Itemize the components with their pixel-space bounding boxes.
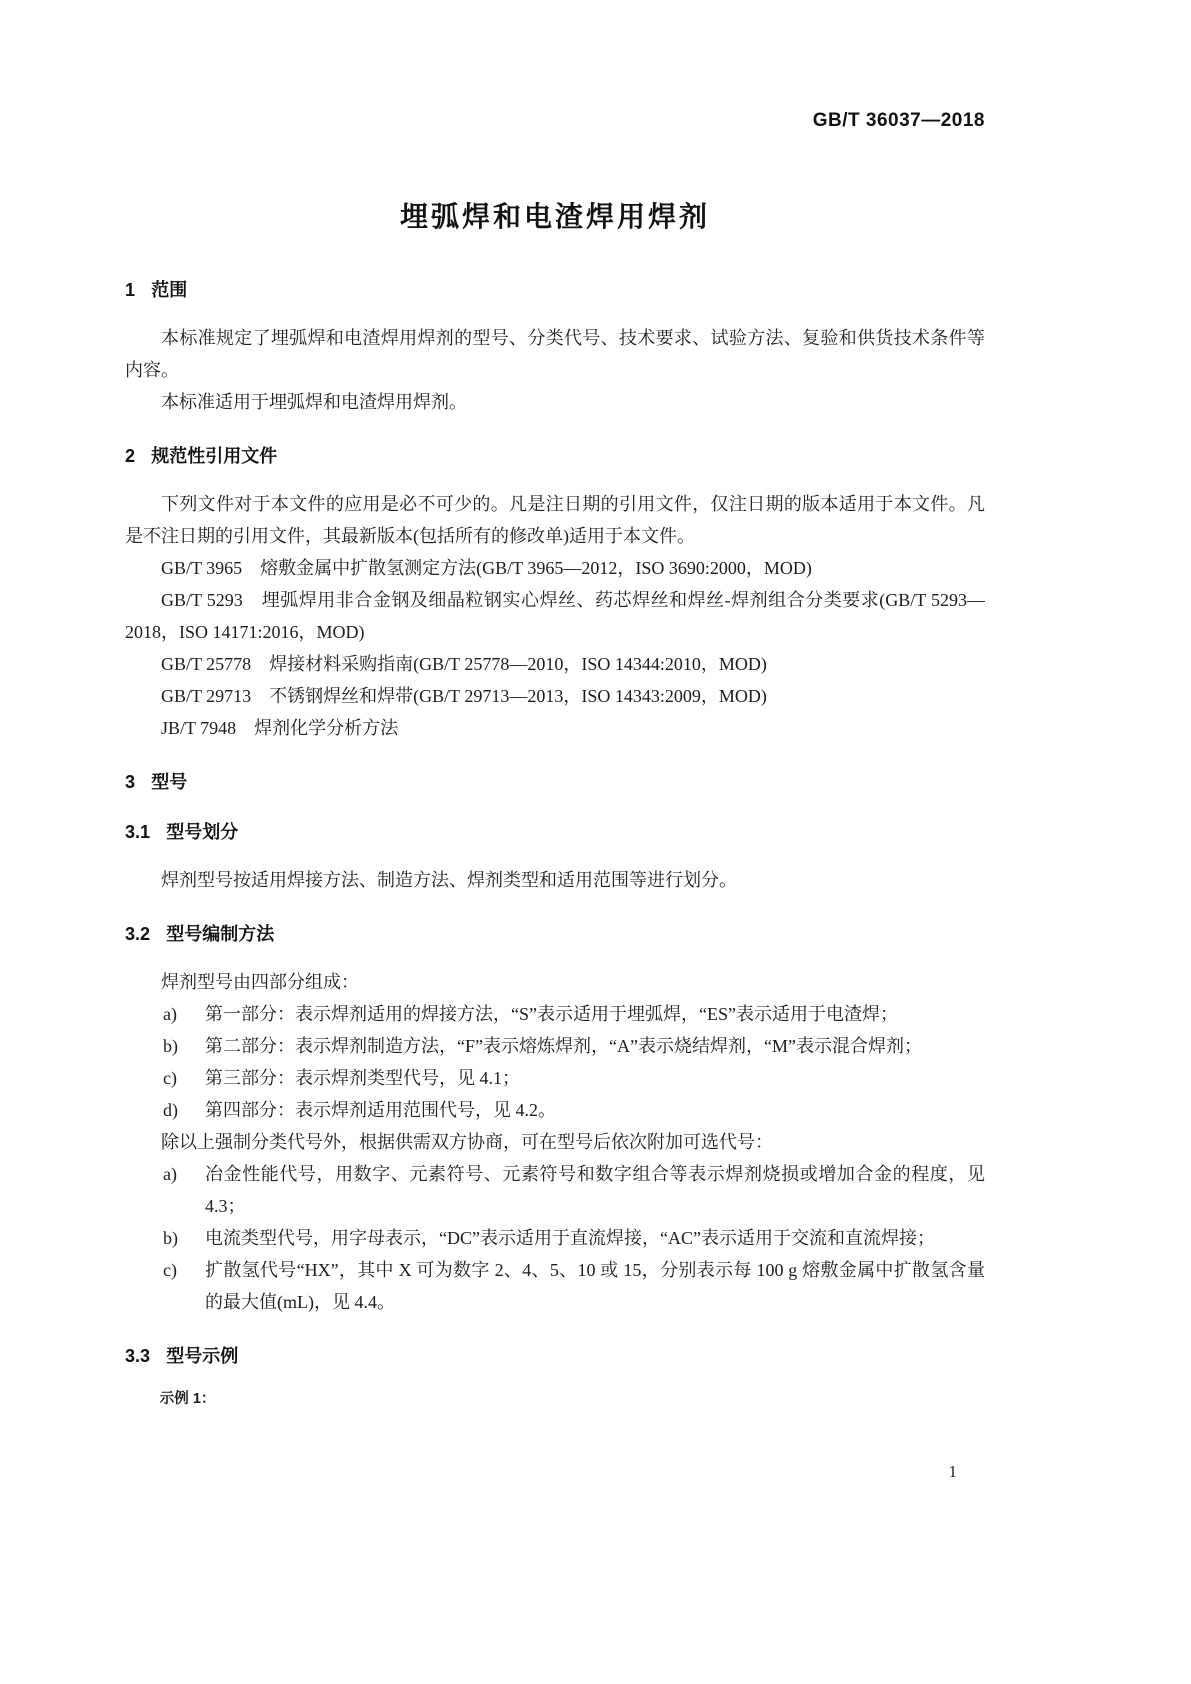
section-number: 3: [125, 772, 136, 792]
section-heading: [125, 444, 985, 468]
section-heading: [125, 820, 985, 844]
example-label: 示例 1：: [159, 1391, 216, 1407]
section-heading: [125, 770, 985, 794]
reference-entry: JB/T 7948 焊剂化学分析方法: [161, 718, 399, 738]
list-text: 扩散氢代号“HX”，其中 X 可为数字 2、4、5、10 或 15，分别表示每 100 g 熔敷金属中扩散氢含量的最大值(mL)，见 4.4。: [205, 1260, 985, 1312]
list-item: [125, 1030, 985, 1062]
list-text: 第三部分：表示焊剂类型代号，见 4.1；: [205, 1068, 520, 1088]
section-number: 3.1: [125, 822, 151, 842]
section-title: 型号划分: [166, 822, 239, 842]
paragraph: 下列文件对于本文件的应用是必不可少的。凡是注日期的引用文件，仅注日期的版本适用于本文件。凡是不注日期的引用文件，其最新版本(包括所有的修改单)适用于本文件。: [125, 494, 985, 546]
list-text: 第一部分：表示焊剂适用的焊接方法，“S”表示适用于埋弧焊，“ES”表示适用于电渣焊；: [205, 1004, 898, 1024]
list-text: 第二部分：表示焊剂制造方法，“F”表示熔炼焊剂，“A”表示烧结焊剂，“M”表示混合焊剂；: [205, 1036, 922, 1056]
paragraph: 除以上强制分类代号外，根据供需双方协商，可在型号后依次附加可选代号：: [161, 1132, 773, 1152]
list-item: [125, 998, 985, 1030]
section-number: 1: [125, 280, 136, 300]
paragraph: 焊剂型号按适用焊接方法、制造方法、焊剂类型和适用范围等进行划分。: [161, 870, 737, 890]
list-marker: a): [163, 1004, 177, 1024]
list-marker: c): [163, 1068, 177, 1088]
list-text: 电流类型代号，用字母表示，“DC”表示适用于直流焊接，“AC”表示适用于交流和直流焊接；: [205, 1228, 935, 1248]
list-marker: b): [163, 1228, 178, 1248]
section-title: 范围: [151, 280, 188, 300]
reference-entry: GB/T 5293 埋弧焊用非合金钢及细晶粒钢实心焊丝、药芯焊丝和焊丝-焊剂组合分类要求(GB/T 5293—2018，ISO 14171:2016，MOD): [125, 590, 985, 642]
section-number: 2: [125, 446, 136, 466]
reference-entry: GB/T 29713 不锈钢焊丝和焊带(GB/T 29713—2013，ISO 14343:2009，MOD): [161, 686, 767, 706]
paragraph: 焊剂型号由四部分组成：: [161, 972, 359, 992]
section-title: 规范性引用文件: [151, 446, 278, 466]
section-heading: [125, 1344, 985, 1368]
list-item: [125, 1062, 985, 1094]
list-item: [125, 1094, 985, 1126]
section-number: 3.3: [125, 1346, 151, 1366]
standard-number: GB/T 36037—2018: [812, 110, 985, 131]
section-heading: [125, 922, 985, 946]
list-marker: d): [163, 1100, 178, 1120]
list-item: [125, 1254, 985, 1318]
section-number: 3.2: [125, 924, 151, 944]
list-item: [125, 1158, 985, 1222]
section-title: 型号示例: [166, 1346, 239, 1366]
reference-entry: GB/T 3965 熔敷金属中扩散氢测定方法(GB/T 3965—2012，ISO 3690:2000，MOD): [161, 558, 812, 578]
section-title: 型号: [151, 772, 188, 792]
list-text: 第四部分：表示焊剂适用范围代号，见 4.2。: [205, 1100, 556, 1120]
document-title: 埋弧焊和电渣焊用焊剂: [399, 201, 710, 232]
list-marker: a): [163, 1164, 177, 1184]
document-body: [0, 278, 1191, 1410]
page-number: 1: [948, 1462, 957, 1481]
section-heading: [125, 278, 985, 302]
paragraph: 本标准适用于埋弧焊和电渣焊用焊剂。: [161, 392, 467, 412]
list-item: [125, 1222, 985, 1254]
reference-entry: GB/T 25778 焊接材料采购指南(GB/T 25778—2010，ISO 14344:2010，MOD): [161, 654, 767, 674]
list-marker: b): [163, 1036, 178, 1056]
list-text: 冶金性能代号，用数字、元素符号、元素符号和数字组合等表示焊剂烧损或增加合金的程度，见 4.3；: [205, 1164, 985, 1216]
section-title: 型号编制方法: [166, 924, 275, 944]
paragraph: 本标准规定了埋弧焊和电渣焊用焊剂的型号、分类代号、技术要求、试验方法、复验和供货技术条件等内容。: [125, 328, 985, 380]
list-marker: c): [163, 1260, 177, 1280]
